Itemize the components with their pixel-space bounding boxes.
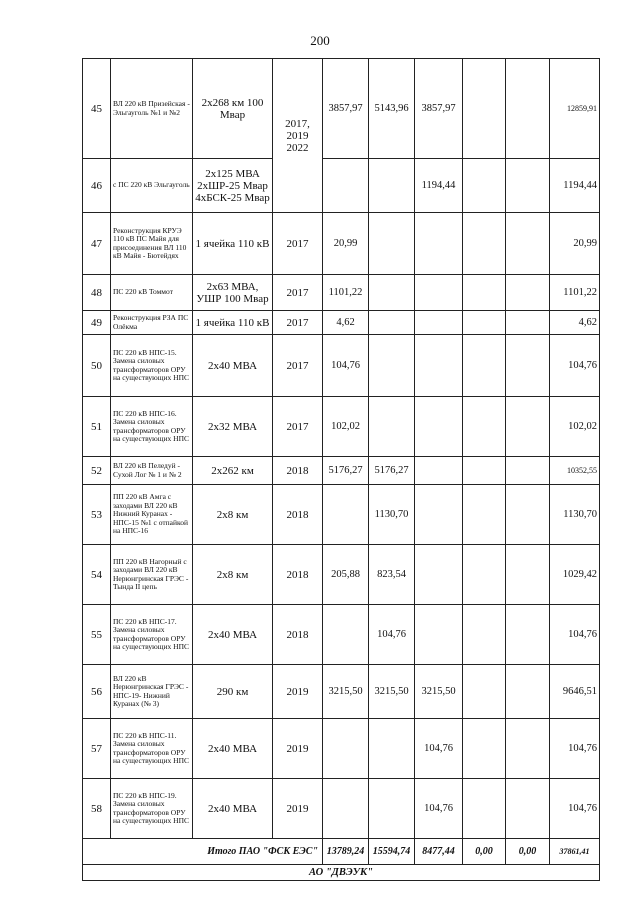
value-cell bbox=[463, 665, 506, 719]
object-capacity: 1 ячейка 110 кВ bbox=[193, 213, 273, 275]
value-cell bbox=[323, 159, 369, 213]
value-cell bbox=[415, 311, 463, 335]
total-value: 0,00 bbox=[463, 839, 506, 865]
object-name: ПП 220 кВ Нагорный с заходами ВЛ 220 кВ Нерюнгринская ГРЭС - Тында II цепь bbox=[111, 545, 193, 605]
value-cell: 205,88 bbox=[323, 545, 369, 605]
table-row bbox=[83, 485, 600, 545]
table-row bbox=[83, 159, 600, 213]
object-name: ПС 220 кВ НПС-17. Замена силовых трансформаторов ОРУ на существующих НПС bbox=[111, 605, 193, 665]
commissioning-year: 2017 bbox=[273, 311, 323, 335]
object-name: ВЛ 220 кВ Пеледуй - Сухой Лог № 1 и № 2 bbox=[111, 457, 193, 485]
commissioning-year: 2019 bbox=[273, 665, 323, 719]
value-cell: 5176,27 bbox=[323, 457, 369, 485]
object-capacity: 2х40 МВА bbox=[193, 605, 273, 665]
value-cell bbox=[463, 59, 506, 159]
value-cell: 102,02 bbox=[323, 397, 369, 457]
value-cell bbox=[415, 275, 463, 311]
value-cell bbox=[369, 311, 415, 335]
investment-table bbox=[82, 58, 600, 881]
row-number: 55 bbox=[83, 605, 111, 665]
value-cell bbox=[463, 335, 506, 397]
value-cell bbox=[323, 485, 369, 545]
table-row bbox=[83, 545, 600, 605]
value-cell: 20,99 bbox=[323, 213, 369, 275]
table-row bbox=[83, 719, 600, 779]
value-cell bbox=[506, 665, 550, 719]
value-cell bbox=[463, 605, 506, 665]
value-cell bbox=[369, 159, 415, 213]
value-cell bbox=[506, 779, 550, 839]
value-cell bbox=[463, 159, 506, 213]
object-name: Реконструкция КРУЭ 110 кВ ПС Майя для присоединения ВЛ 110 кВ Майя - Бютейдях bbox=[111, 213, 193, 275]
total-cell: 4,62 bbox=[550, 311, 600, 335]
table-row bbox=[83, 457, 600, 485]
value-cell bbox=[463, 397, 506, 457]
row-number: 57 bbox=[83, 719, 111, 779]
row-number: 49 bbox=[83, 311, 111, 335]
value-cell: 3215,50 bbox=[323, 665, 369, 719]
row-number: 56 bbox=[83, 665, 111, 719]
value-cell bbox=[369, 779, 415, 839]
value-cell: 3215,50 bbox=[415, 665, 463, 719]
value-cell bbox=[415, 605, 463, 665]
commissioning-year: 2018 bbox=[273, 457, 323, 485]
value-cell: 3857,97 bbox=[323, 59, 369, 159]
value-cell bbox=[415, 213, 463, 275]
value-cell: 1130,70 bbox=[369, 485, 415, 545]
value-cell bbox=[506, 275, 550, 311]
total-value: 37861,41 bbox=[550, 839, 600, 865]
value-cell bbox=[506, 159, 550, 213]
value-cell: 823,54 bbox=[369, 545, 415, 605]
commissioning-year: 2017 bbox=[273, 335, 323, 397]
total-value: 13789,24 bbox=[323, 839, 369, 865]
row-number: 52 bbox=[83, 457, 111, 485]
table-row bbox=[83, 311, 600, 335]
value-cell bbox=[415, 335, 463, 397]
object-name: Реконструкция РЗА ПС Олёкма bbox=[111, 311, 193, 335]
row-number: 48 bbox=[83, 275, 111, 311]
table-row bbox=[83, 665, 600, 719]
value-cell bbox=[506, 605, 550, 665]
value-cell bbox=[369, 275, 415, 311]
row-number: 53 bbox=[83, 485, 111, 545]
value-cell bbox=[369, 719, 415, 779]
commissioning-year: 2017 bbox=[273, 213, 323, 275]
total-cell: 1194,44 bbox=[550, 159, 600, 213]
row-number: 47 bbox=[83, 213, 111, 275]
object-name: ВЛ 220 кВ Призейская - Эльгауголь №1 и №2 bbox=[111, 59, 193, 159]
value-cell bbox=[506, 59, 550, 159]
total-cell: 10352,55 bbox=[550, 457, 600, 485]
total-cell: 12859,91 bbox=[550, 59, 600, 159]
table-row bbox=[83, 275, 600, 311]
value-cell bbox=[506, 397, 550, 457]
object-name: ВЛ 220 кВ Нерюнгринская ГРЭС - НПС-19- Нижний Куранах (№ 3) bbox=[111, 665, 193, 719]
object-name: с ПС 220 кВ Эльгауголь bbox=[111, 159, 193, 213]
object-capacity: 2х63 МВА, УШР 100 Мвар bbox=[193, 275, 273, 311]
total-label: Итого ПАО "ФСК ЕЭС" bbox=[83, 839, 323, 865]
value-cell bbox=[323, 605, 369, 665]
value-cell bbox=[506, 545, 550, 605]
value-cell bbox=[415, 545, 463, 605]
value-cell bbox=[506, 213, 550, 275]
row-number: 46 bbox=[83, 159, 111, 213]
object-capacity: 2х40 МВА bbox=[193, 779, 273, 839]
commissioning-year: 2018 bbox=[273, 485, 323, 545]
object-capacity: 2х8 км bbox=[193, 545, 273, 605]
object-capacity: 2х40 МВА bbox=[193, 719, 273, 779]
row-number: 54 bbox=[83, 545, 111, 605]
page-number: 200 bbox=[310, 33, 330, 48]
value-cell bbox=[463, 213, 506, 275]
object-capacity: 2х8 км bbox=[193, 485, 273, 545]
value-cell: 104,76 bbox=[415, 719, 463, 779]
commissioning-year: 2017, 2019 2022 bbox=[273, 59, 323, 213]
table-row bbox=[83, 59, 600, 159]
value-cell: 104,76 bbox=[369, 605, 415, 665]
section-row bbox=[83, 865, 600, 881]
object-name: ПП 220 кВ Амга с заходами ВЛ 220 кВ Нижний Куранах - НПС-15 №1 с отпайкой на НПС-16 bbox=[111, 485, 193, 545]
object-name: ПС 220 кВ НПС-15. Замена силовых трансформаторов ОРУ на существующих НПС bbox=[111, 335, 193, 397]
object-capacity: 2х32 МВА bbox=[193, 397, 273, 457]
total-cell: 1130,70 bbox=[550, 485, 600, 545]
value-cell bbox=[506, 485, 550, 545]
value-cell bbox=[463, 485, 506, 545]
total-value: 15594,74 bbox=[369, 839, 415, 865]
value-cell bbox=[369, 397, 415, 457]
value-cell bbox=[463, 779, 506, 839]
value-cell: 104,76 bbox=[415, 779, 463, 839]
value-cell: 1101,22 bbox=[323, 275, 369, 311]
value-cell bbox=[506, 311, 550, 335]
value-cell bbox=[369, 335, 415, 397]
commissioning-year: 2018 bbox=[273, 605, 323, 665]
table-row bbox=[83, 335, 600, 397]
commissioning-year: 2017 bbox=[273, 275, 323, 311]
row-number: 58 bbox=[83, 779, 111, 839]
value-cell: 5143,96 bbox=[369, 59, 415, 159]
total-cell: 102,02 bbox=[550, 397, 600, 457]
row-number: 50 bbox=[83, 335, 111, 397]
value-cell: 3857,97 bbox=[415, 59, 463, 159]
total-cell: 104,76 bbox=[550, 335, 600, 397]
table-row bbox=[83, 213, 600, 275]
total-row bbox=[83, 839, 600, 865]
value-cell bbox=[415, 485, 463, 545]
value-cell: 1194,44 bbox=[415, 159, 463, 213]
value-cell bbox=[415, 397, 463, 457]
value-cell bbox=[463, 719, 506, 779]
value-cell bbox=[369, 213, 415, 275]
value-cell bbox=[506, 719, 550, 779]
total-value: 0,00 bbox=[506, 839, 550, 865]
value-cell bbox=[506, 335, 550, 397]
table-row bbox=[83, 605, 600, 665]
value-cell: 5176,27 bbox=[369, 457, 415, 485]
total-cell: 104,76 bbox=[550, 719, 600, 779]
value-cell: 4,62 bbox=[323, 311, 369, 335]
object-name: ПС 220 кВ НПС-19. Замена силовых трансформаторов ОРУ на существующих НПС bbox=[111, 779, 193, 839]
object-capacity: 2х268 км 100 Мвар bbox=[193, 59, 273, 159]
object-name: ПС 220 кВ НПС-16. Замена силовых трансформаторов ОРУ на существующих НПС bbox=[111, 397, 193, 457]
value-cell bbox=[463, 311, 506, 335]
commissioning-year: 2019 bbox=[273, 779, 323, 839]
object-capacity: 290 км bbox=[193, 665, 273, 719]
table-row bbox=[83, 397, 600, 457]
object-capacity: 1 ячейка 110 кВ bbox=[193, 311, 273, 335]
commissioning-year: 2017 bbox=[273, 397, 323, 457]
total-cell: 1101,22 bbox=[550, 275, 600, 311]
section-label: АО "ДВЭУК" bbox=[83, 865, 600, 881]
row-number: 45 bbox=[83, 59, 111, 159]
row-number: 51 bbox=[83, 397, 111, 457]
commissioning-year: 2019 bbox=[273, 719, 323, 779]
total-cell: 9646,51 bbox=[550, 665, 600, 719]
object-name: ПС 220 кВ Томмот bbox=[111, 275, 193, 311]
object-name: ПС 220 кВ НПС-11. Замена силовых трансформаторов ОРУ на существующих НПС bbox=[111, 719, 193, 779]
commissioning-year: 2018 bbox=[273, 545, 323, 605]
object-capacity: 2х40 МВА bbox=[193, 335, 273, 397]
value-cell bbox=[463, 457, 506, 485]
total-cell: 1029,42 bbox=[550, 545, 600, 605]
total-cell: 104,76 bbox=[550, 605, 600, 665]
value-cell bbox=[463, 545, 506, 605]
value-cell: 3215,50 bbox=[369, 665, 415, 719]
value-cell bbox=[415, 457, 463, 485]
object-capacity: 2х262 км bbox=[193, 457, 273, 485]
total-value: 8477,44 bbox=[415, 839, 463, 865]
value-cell bbox=[463, 275, 506, 311]
value-cell bbox=[506, 457, 550, 485]
value-cell: 104,76 bbox=[323, 335, 369, 397]
value-cell bbox=[323, 779, 369, 839]
total-cell: 104,76 bbox=[550, 779, 600, 839]
total-cell: 20,99 bbox=[550, 213, 600, 275]
value-cell bbox=[323, 719, 369, 779]
table-row bbox=[83, 779, 600, 839]
object-capacity: 2х125 МВА 2хШР-25 Мвар 4хБСК-25 Мвар bbox=[193, 159, 273, 213]
